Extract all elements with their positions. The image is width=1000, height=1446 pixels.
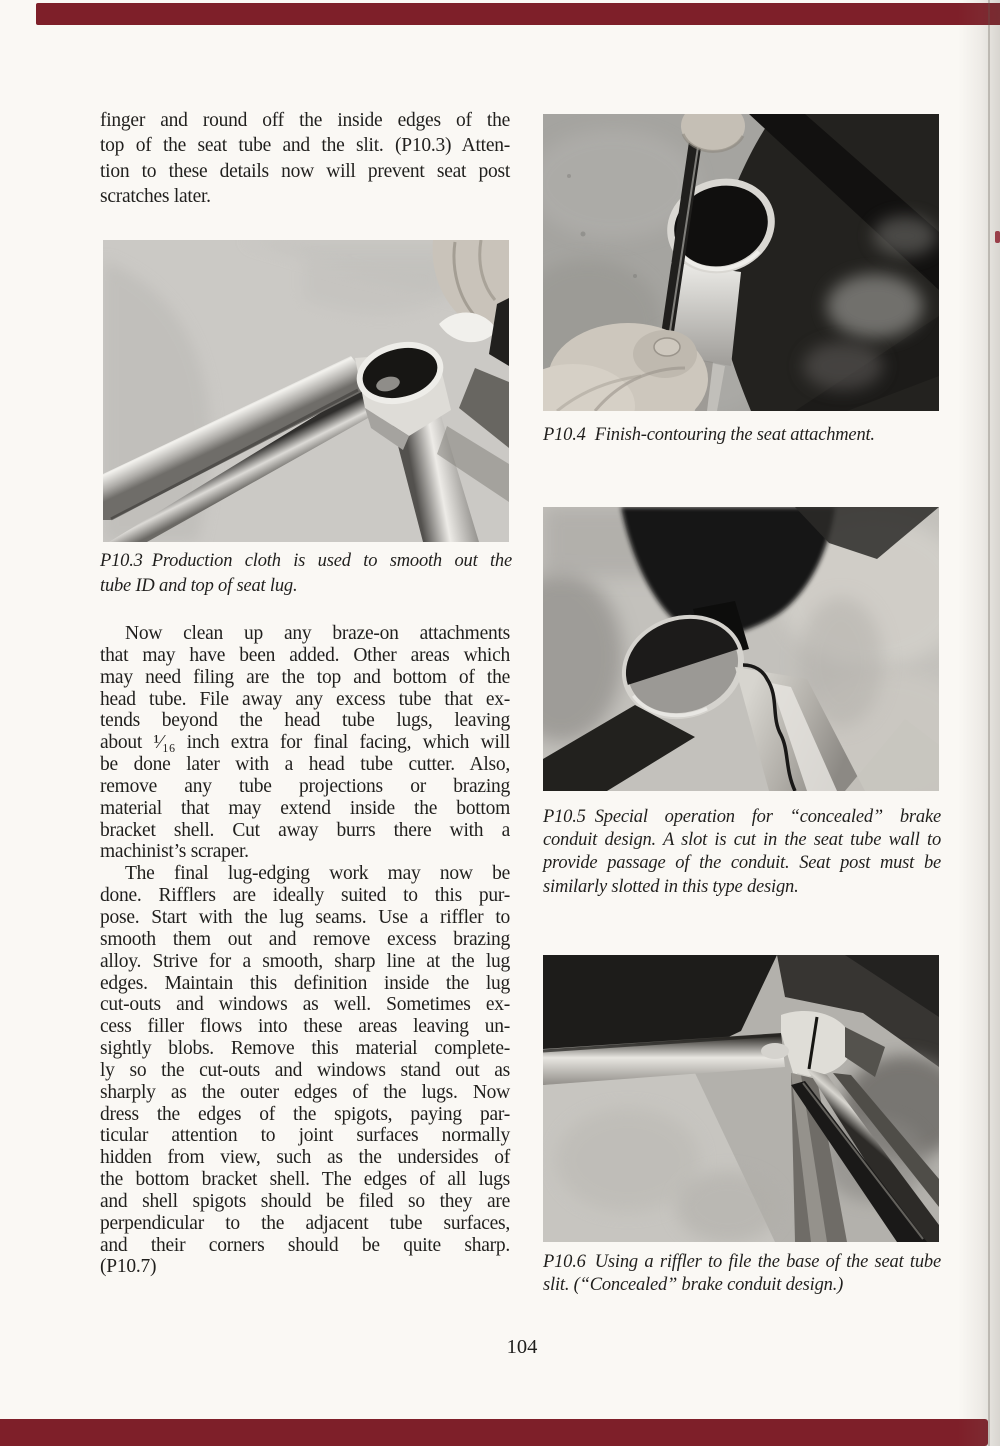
text-line: (P10.7) [100,1256,157,1278]
text-line: bracket shell. Cut away burrs there with a [100,819,510,841]
text-line: cut-outs and windows as well. Sometimes ex- [100,994,510,1016]
page-edge-shadow [958,0,1000,1446]
text-line: tube ID and top of seat lug. [100,576,298,596]
book-cover-edge-top [36,3,1000,25]
text-line: similarly slotted in this type design. [543,876,799,897]
text-line: finger and round off the inside edges of the [100,110,510,131]
figure-p10-6 [543,955,939,1242]
photo-p10-6-riffler-filing [543,955,939,1242]
text-line: may need filing are the top and bottom of the [100,666,510,688]
text-line: sharply as the outer edges of the lugs. Now [100,1081,510,1103]
text-line: P10.6 Using a riffler to file the base of the seat tube [543,1252,941,1272]
text-line: ly so the cut-outs and windows stand out as [100,1059,510,1081]
text-line: hidden from view, such as the undersides of [100,1147,510,1169]
text-line: be done later with a head tube cutter. Also, [100,754,510,776]
caption-p10-5 [543,806,941,899]
text-line: scratches later. [100,186,211,208]
text-line: slit. (“Concealed” brake conduit design.) [543,1275,844,1296]
text-line: smooth them out and remove excess brazing [100,928,510,950]
text-line: P10.5 Special operation for “concealed” brake [543,807,941,827]
book-cover-edge-bottom [0,1419,988,1446]
text-line: P10.4 Finish-contouring the seat attachment. [543,425,875,445]
text-line: provide passage of the conduit. Seat post must be [543,853,941,874]
text-line: ticular attention to joint surfaces normally [100,1125,510,1147]
text-line: and their corners should be quite sharp. [100,1234,510,1256]
text-line: conduit design. A slot is cut in the seat tube wall to [543,830,941,851]
page-edge-line [988,0,990,1446]
intro-paragraph [100,108,510,210]
text-line: that may have been added. Other areas which [100,644,510,666]
paragraph [100,863,510,1278]
text-line: the bottom bracket shell. The edges of all lugs [100,1169,510,1191]
photo-p10-4-finish-contouring [543,114,939,411]
figure-p10-5 [543,507,939,791]
text-line: The final lug-edging work may now be [125,863,510,885]
text-line: edges. Maintain this definition inside the lug [100,972,510,994]
text-line: material that may extend inside the bottom [100,797,510,819]
text-line: dress the edges of the spigots, paying par- [100,1103,510,1125]
figure-p10-3 [103,240,509,542]
body-text [100,623,510,1278]
page-number: 104 [506,1336,538,1358]
text-line: top of the seat tube and the slit. (P10.3) Atten- [100,135,510,157]
paragraph [100,623,510,863]
caption-p10-3 [100,549,512,599]
text-line: tends beyond the head tube lugs, leaving [100,710,510,732]
text-line: remove any tube projections or brazing [100,775,510,797]
text-line: Now clean up any braze-on attachments [125,623,510,644]
text-line: done. Rifflers are ideally suited to this pur- [100,885,510,907]
text-line: sightly blobs. Remove this material complete- [100,1038,510,1060]
text-line: tion to these details now will prevent seat post [100,160,510,182]
text-line: alloy. Strive for a smooth, sharp line at the lug [100,950,510,972]
text-line: P10.3 Production cloth is used to smooth out the [100,551,512,571]
caption-p10-6 [543,1251,941,1297]
caption-p10-4 [543,424,941,447]
photo-p10-3-seat-lug-cloth [103,240,509,542]
figure-p10-4 [543,114,939,411]
text-line: and shell spigots should be filed so they are [100,1190,510,1212]
text-line: head tube. File away any excess tube that ex- [100,688,510,710]
page-edge-red-mark [995,231,1000,243]
photo-p10-5-concealed-conduit [543,507,939,791]
text-line: machinist’s scraper. [100,841,249,863]
text-line: about ¹⁄₁₆ inch extra for final facing, which will [100,732,510,754]
text-line: perpendicular to the adjacent tube surfaces, [100,1212,510,1234]
text-line: cess filler flows into these areas leaving un- [100,1016,510,1038]
text-line: pose. Start with the lug seams. Use a riffler to [100,906,510,928]
